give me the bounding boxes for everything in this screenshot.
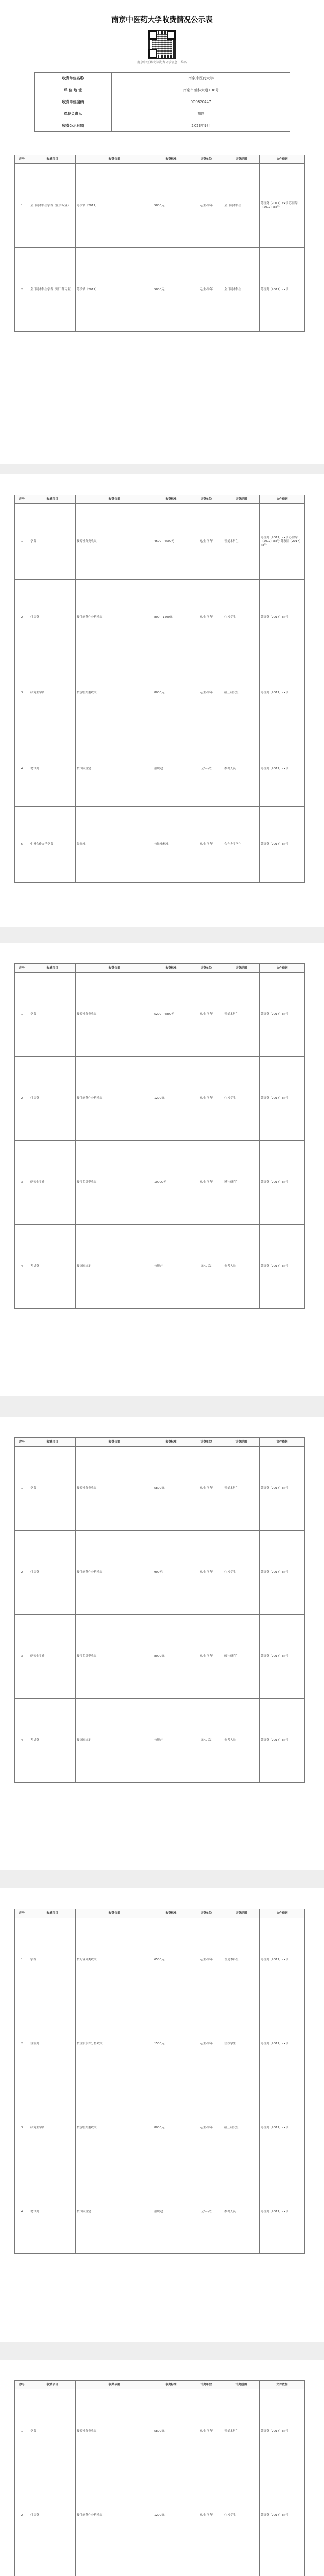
table-cell: 5800元 — [153, 1447, 189, 1531]
fee-table — [14, 495, 305, 883]
table-row — [15, 731, 305, 807]
table-cell: 普通本科生 — [223, 1447, 260, 1531]
table-cell: 按国家规定 — [76, 1699, 153, 1783]
table-row — [15, 580, 305, 655]
table-cell: 元/生·学年 — [189, 2086, 223, 2170]
table-cell — [223, 2557, 260, 2576]
table-cell: 元/生·学年 — [189, 164, 223, 248]
table-cell: 考试费 — [29, 1699, 76, 1783]
table-row — [15, 1447, 305, 1531]
table-cell: 普通本科生 — [223, 1918, 260, 2002]
table-cell: 元/生·学年 — [189, 1615, 223, 1699]
table-cell: 3 — [15, 2086, 29, 2170]
table-cell: 住校学生 — [223, 2473, 260, 2557]
table-cell: 按住宿条件分档收取 — [76, 1531, 153, 1615]
column-header: 计费单位 — [189, 495, 223, 504]
table-cell: 普通本科生 — [223, 504, 260, 580]
table-cell: 4 — [15, 731, 29, 807]
table-cell: 2 — [15, 1057, 29, 1141]
table-cell: 苏价费〔2017〕xx号 — [260, 1699, 305, 1783]
table-cell: 元/人·次 — [189, 1225, 223, 1309]
table-cell: 苏价费〔2017〕xx号 苏财综〔2017〕xx号 — [260, 164, 305, 248]
column-header: 计费范围 — [223, 495, 260, 504]
table-cell: 元/生·学年 — [189, 1531, 223, 1615]
column-header: 收费项目 — [29, 155, 76, 164]
info-label: 收费单位编码 — [35, 96, 112, 108]
table-cell: 按国家规定 — [76, 2170, 153, 2254]
column-header: 计费范围 — [223, 1909, 260, 1918]
table-cell: 1500元 — [153, 2002, 189, 2086]
table-cell: 元/生·学年 — [189, 1447, 223, 1531]
table-cell: 苏价费〔2017〕xx号 — [260, 1225, 305, 1309]
info-table — [34, 72, 290, 132]
table-cell: 元/生·学年 — [189, 1918, 223, 2002]
table-row — [15, 164, 305, 248]
column-header: 收费依据 — [76, 1909, 153, 1918]
table-cell: 全日制本科生学费（医学专业） — [29, 164, 76, 248]
table-cell: 800—1500元 — [153, 580, 189, 655]
table-cell: 苏价费〔2017〕xx号 — [260, 2170, 305, 2254]
page-2 — [0, 474, 324, 927]
table-cell: 5800元 — [153, 248, 189, 332]
table-cell: 1 — [15, 1918, 29, 2002]
table-cell: 按专业分类收取 — [76, 2389, 153, 2473]
table-cell: 1200元 — [153, 2473, 189, 2557]
qr-code-icon — [148, 30, 176, 59]
column-header: 收费项目 — [29, 1909, 76, 1918]
page-3 — [0, 943, 324, 1396]
table-row — [15, 504, 305, 580]
table-cell: 4 — [15, 2170, 29, 2254]
qr-caption: 南京中医药大学收费公示信息二维码 — [137, 61, 187, 64]
table-cell: 苏价费〔2017〕xx号 — [260, 1447, 305, 1531]
table-cell: 2 — [15, 1531, 29, 1615]
page-5 — [0, 1888, 324, 2342]
table-cell: 900元 — [153, 1531, 189, 1615]
table-cell: 住宿费 — [29, 580, 76, 655]
table-cell: 考试费 — [29, 2170, 76, 2254]
table-cell: 苏价费〔2017〕xx号 — [260, 1057, 305, 1141]
column-header: 文件依据 — [260, 2381, 305, 2389]
table-cell: 元/人·次 — [189, 1699, 223, 1783]
table-cell: 按规定 — [153, 1225, 189, 1309]
table-row — [15, 1918, 305, 2002]
table-cell: 考试费 — [29, 1225, 76, 1309]
table-cell: 苏价费〔2017〕xx号 — [260, 1615, 305, 1699]
table-cell: 苏价费〔2017〕xx号 — [260, 1531, 305, 1615]
table-cell: 1 — [15, 2389, 29, 2473]
table-cell: 研究生学费 — [29, 655, 76, 731]
column-header: 文件依据 — [260, 964, 305, 973]
table-cell: 住校学生 — [223, 2002, 260, 2086]
table-cell: 住校学生 — [223, 580, 260, 655]
table-cell: 5 — [15, 807, 29, 883]
table-cell: 2 — [15, 248, 29, 332]
table-cell: 8000元 — [153, 1615, 189, 1699]
table-row — [15, 1531, 305, 1615]
column-header: 计费单位 — [189, 1438, 223, 1447]
table-cell: 按住宿条件分档收取 — [76, 1057, 153, 1141]
table-cell — [76, 2557, 153, 2576]
table-cell: 学费 — [29, 1918, 76, 2002]
table-cell: 按规定 — [153, 2170, 189, 2254]
table-cell: 苏价费〔2017〕xx号 — [260, 248, 305, 332]
table-cell: 按学位类型收取 — [76, 655, 153, 731]
table-cell: 3 — [15, 1615, 29, 1699]
table-cell: 住校学生 — [223, 1531, 260, 1615]
table-cell: 学费 — [29, 1447, 76, 1531]
table-cell: 学费 — [29, 504, 76, 580]
table-cell: 苏价费〔2017〕 — [76, 248, 153, 332]
table-cell: 2 — [15, 2473, 29, 2557]
table-cell: 苏价费〔2017〕xx号 — [260, 655, 305, 731]
table-cell: 按住宿条件分档收取 — [76, 2473, 153, 2557]
table-cell: 2 — [15, 580, 29, 655]
table-row — [15, 2086, 305, 2170]
table-row — [15, 2170, 305, 2254]
table-cell: 住宿费 — [29, 1057, 76, 1141]
table-cell: 普通本科生 — [223, 973, 260, 1057]
column-header: 序号 — [15, 1438, 29, 1447]
table-cell: 6500元 — [153, 1918, 189, 2002]
column-header: 文件依据 — [260, 1909, 305, 1918]
column-header: 计费单位 — [189, 1909, 223, 1918]
table-cell: 按专业分类收取 — [76, 973, 153, 1057]
table-cell: 元/生·学年 — [189, 1057, 223, 1141]
column-header: 收费标准 — [153, 1909, 189, 1918]
info-label: 收费公示日期 — [35, 120, 112, 132]
info-row — [35, 73, 290, 84]
table-cell: 研究生学费 — [29, 2086, 76, 2170]
table-cell: 按专业分类收取 — [76, 504, 153, 580]
table-cell: 苏价费〔2017〕xx号 — [260, 973, 305, 1057]
column-header: 收费标准 — [153, 495, 189, 504]
table-cell — [189, 2557, 223, 2576]
table-cell: 5800元 — [153, 2389, 189, 2473]
table-cell: 苏价费〔2017〕xx号 — [260, 807, 305, 883]
table-cell: 苏价费〔2017〕xx号 — [260, 2002, 305, 2086]
table-cell: 按专业分类收取 — [76, 1918, 153, 2002]
table-cell: 4 — [15, 1225, 29, 1309]
page-4 — [0, 1417, 324, 1870]
table-cell: 硕士研究生 — [223, 655, 260, 731]
column-header: 计费单位 — [189, 2381, 223, 2389]
table-cell: 1 — [15, 164, 29, 248]
table-cell: 5200—6800元 — [153, 973, 189, 1057]
table-cell: 参考人员 — [223, 1699, 260, 1783]
table-cell: 1 — [15, 973, 29, 1057]
table-cell: 按专业分类收取 — [76, 1447, 153, 1531]
column-header: 收费项目 — [29, 2381, 76, 2389]
info-label: 收费单位名称 — [35, 73, 112, 84]
table-cell: 参考人员 — [223, 1225, 260, 1309]
table-cell: 按学位类型收取 — [76, 2086, 153, 2170]
table-cell: 苏价费〔2017〕xx号 — [260, 2473, 305, 2557]
column-header: 收费依据 — [76, 495, 153, 504]
column-header: 序号 — [15, 1909, 29, 1918]
table-cell: 元/生·学年 — [189, 248, 223, 332]
table-row — [15, 1615, 305, 1699]
table-cell: 10000元 — [153, 1141, 189, 1225]
table-cell: 苏价费〔2017〕xx号 苏财综〔2017〕xx号 苏教财〔2017〕xx号 — [260, 504, 305, 580]
table-cell: 元/生·学年 — [189, 2002, 223, 2086]
table-cell: 全日制本科生 — [223, 164, 260, 248]
table-cell: 元/生·学年 — [189, 2389, 223, 2473]
table-cell: 苏价费〔2017〕xx号 — [260, 2086, 305, 2170]
column-header: 序号 — [15, 2381, 29, 2389]
table-row — [15, 2557, 305, 2576]
column-header: 收费依据 — [76, 155, 153, 164]
table-cell: 按规定 — [153, 1699, 189, 1783]
table-cell: 苏价费〔2017〕xx号 — [260, 1141, 305, 1225]
table-cell: 3 — [15, 655, 29, 731]
table-cell: 苏价费〔2017〕 — [76, 164, 153, 248]
table-cell: 4 — [15, 1699, 29, 1783]
table-cell: 普通本科生 — [223, 2389, 260, 2473]
table-cell — [260, 2557, 305, 2576]
page-6 — [0, 2360, 324, 2576]
column-header: 收费标准 — [153, 155, 189, 164]
table-cell: 参考人员 — [223, 2170, 260, 2254]
fee-table — [14, 2380, 305, 2576]
table-row — [15, 807, 305, 883]
table-row — [15, 2473, 305, 2557]
table-cell: 合作办学学生 — [223, 807, 260, 883]
column-header: 序号 — [15, 964, 29, 973]
table-cell: 4600—6500元 — [153, 504, 189, 580]
table-cell: 元/生·学年 — [189, 2473, 223, 2557]
table-cell: 苏价费〔2017〕xx号 — [260, 580, 305, 655]
column-header: 收费依据 — [76, 1438, 153, 1447]
info-row — [35, 84, 290, 96]
table-row — [15, 1057, 305, 1141]
table-cell: 元/生·学年 — [189, 580, 223, 655]
table-row — [15, 973, 305, 1057]
table-cell: 8000元 — [153, 2086, 189, 2170]
column-header: 序号 — [15, 155, 29, 164]
table-cell: 全日制本科生 — [223, 248, 260, 332]
table-row — [15, 2002, 305, 2086]
table-cell: 按学位类型收取 — [76, 1141, 153, 1225]
table-cell: 1200元 — [153, 1057, 189, 1141]
table-cell — [15, 2557, 29, 2576]
table-cell — [153, 2557, 189, 2576]
column-header: 计费单位 — [189, 155, 223, 164]
page-title: 南京中医药大学收费情况公示表 — [111, 16, 213, 24]
table-cell: 元/生·学年 — [189, 973, 223, 1057]
column-header: 收费依据 — [76, 2381, 153, 2389]
table-cell: 按学位类型收取 — [76, 1615, 153, 1699]
table-row — [15, 2389, 305, 2473]
column-header: 收费标准 — [153, 1438, 189, 1447]
column-header: 计费范围 — [223, 155, 260, 164]
fee-table — [14, 155, 305, 332]
table-cell: 住宿费 — [29, 2473, 76, 2557]
table-cell: 元/生·学年 — [189, 655, 223, 731]
info-value: 2023年9月 — [112, 120, 290, 132]
table-cell: 学费 — [29, 973, 76, 1057]
table-cell: 苏价费〔2017〕xx号 — [260, 1918, 305, 2002]
column-header: 收费标准 — [153, 964, 189, 973]
column-header: 计费范围 — [223, 964, 260, 973]
table-cell: 元/人·次 — [189, 2170, 223, 2254]
table-cell: 按住宿条件分档收取 — [76, 2002, 153, 2086]
table-cell: 考试费 — [29, 731, 76, 807]
table-cell: 参考人员 — [223, 731, 260, 807]
column-header: 计费范围 — [223, 1438, 260, 1447]
table-cell: 住校学生 — [223, 1057, 260, 1141]
table-cell: 苏价费〔2017〕xx号 — [260, 2389, 305, 2473]
table-cell: 3 — [15, 1141, 29, 1225]
info-row — [35, 96, 290, 108]
table-cell: 5800元 — [153, 164, 189, 248]
info-row — [35, 108, 290, 120]
column-header: 文件依据 — [260, 1438, 305, 1447]
table-row — [15, 1225, 305, 1309]
table-cell: 研究生学费 — [29, 1141, 76, 1225]
table-cell: 学费 — [29, 2389, 76, 2473]
table-cell: 元/生·学年 — [189, 807, 223, 883]
table-cell: 研究生学费 — [29, 1615, 76, 1699]
table-row — [15, 1699, 305, 1783]
fee-table — [14, 1437, 305, 1783]
info-row — [35, 120, 290, 132]
info-value: 南京中医药大学 — [112, 73, 290, 84]
table-cell: 元/人·次 — [189, 731, 223, 807]
table-cell: 按国家规定 — [76, 1225, 153, 1309]
column-header: 收费项目 — [29, 1438, 76, 1447]
table-row — [15, 655, 305, 731]
table-cell: 博士研究生 — [223, 1141, 260, 1225]
page-1 — [0, 0, 324, 464]
fee-table — [14, 1909, 305, 2254]
info-label: 单位负责人 — [35, 108, 112, 120]
table-cell — [29, 2557, 76, 2576]
column-header: 序号 — [15, 495, 29, 504]
column-header: 收费标准 — [153, 2381, 189, 2389]
fee-table — [14, 963, 305, 1309]
info-value: 000820447 — [112, 96, 290, 108]
column-header: 收费项目 — [29, 495, 76, 504]
table-cell: 2 — [15, 2002, 29, 2086]
table-cell: 1 — [15, 504, 29, 580]
column-header: 收费项目 — [29, 964, 76, 973]
column-header: 文件依据 — [260, 155, 305, 164]
table-row — [15, 248, 305, 332]
table-cell: 住宿费 — [29, 1531, 76, 1615]
table-cell: 按住宿条件分档收取 — [76, 580, 153, 655]
column-header: 计费范围 — [223, 2381, 260, 2389]
table-cell: 8000元 — [153, 655, 189, 731]
column-header: 收费依据 — [76, 964, 153, 973]
table-cell: 1 — [15, 1447, 29, 1531]
info-value: 胡刚 — [112, 108, 290, 120]
table-cell: 全日制本科生学费（理工科专业） — [29, 248, 76, 332]
column-header: 文件依据 — [260, 495, 305, 504]
column-header: 计费单位 — [189, 964, 223, 973]
info-value: 南京市仙林大道138号 — [112, 84, 290, 96]
table-cell: 中外合作办学学费 — [29, 807, 76, 883]
table-row — [15, 1141, 305, 1225]
table-cell: 硕士研究生 — [223, 1615, 260, 1699]
table-cell: 住宿费 — [29, 2002, 76, 2086]
table-cell: 元/生·学年 — [189, 504, 223, 580]
table-cell: 按规定 — [153, 731, 189, 807]
table-cell: 经批准 — [76, 807, 153, 883]
table-cell: 苏价费〔2017〕xx号 — [260, 731, 305, 807]
info-label: 单 位 地 址 — [35, 84, 112, 96]
table-cell: 按国家规定 — [76, 731, 153, 807]
table-cell: 按批准标准 — [153, 807, 189, 883]
table-cell: 元/生·学年 — [189, 1141, 223, 1225]
table-cell: 硕士研究生 — [223, 2086, 260, 2170]
